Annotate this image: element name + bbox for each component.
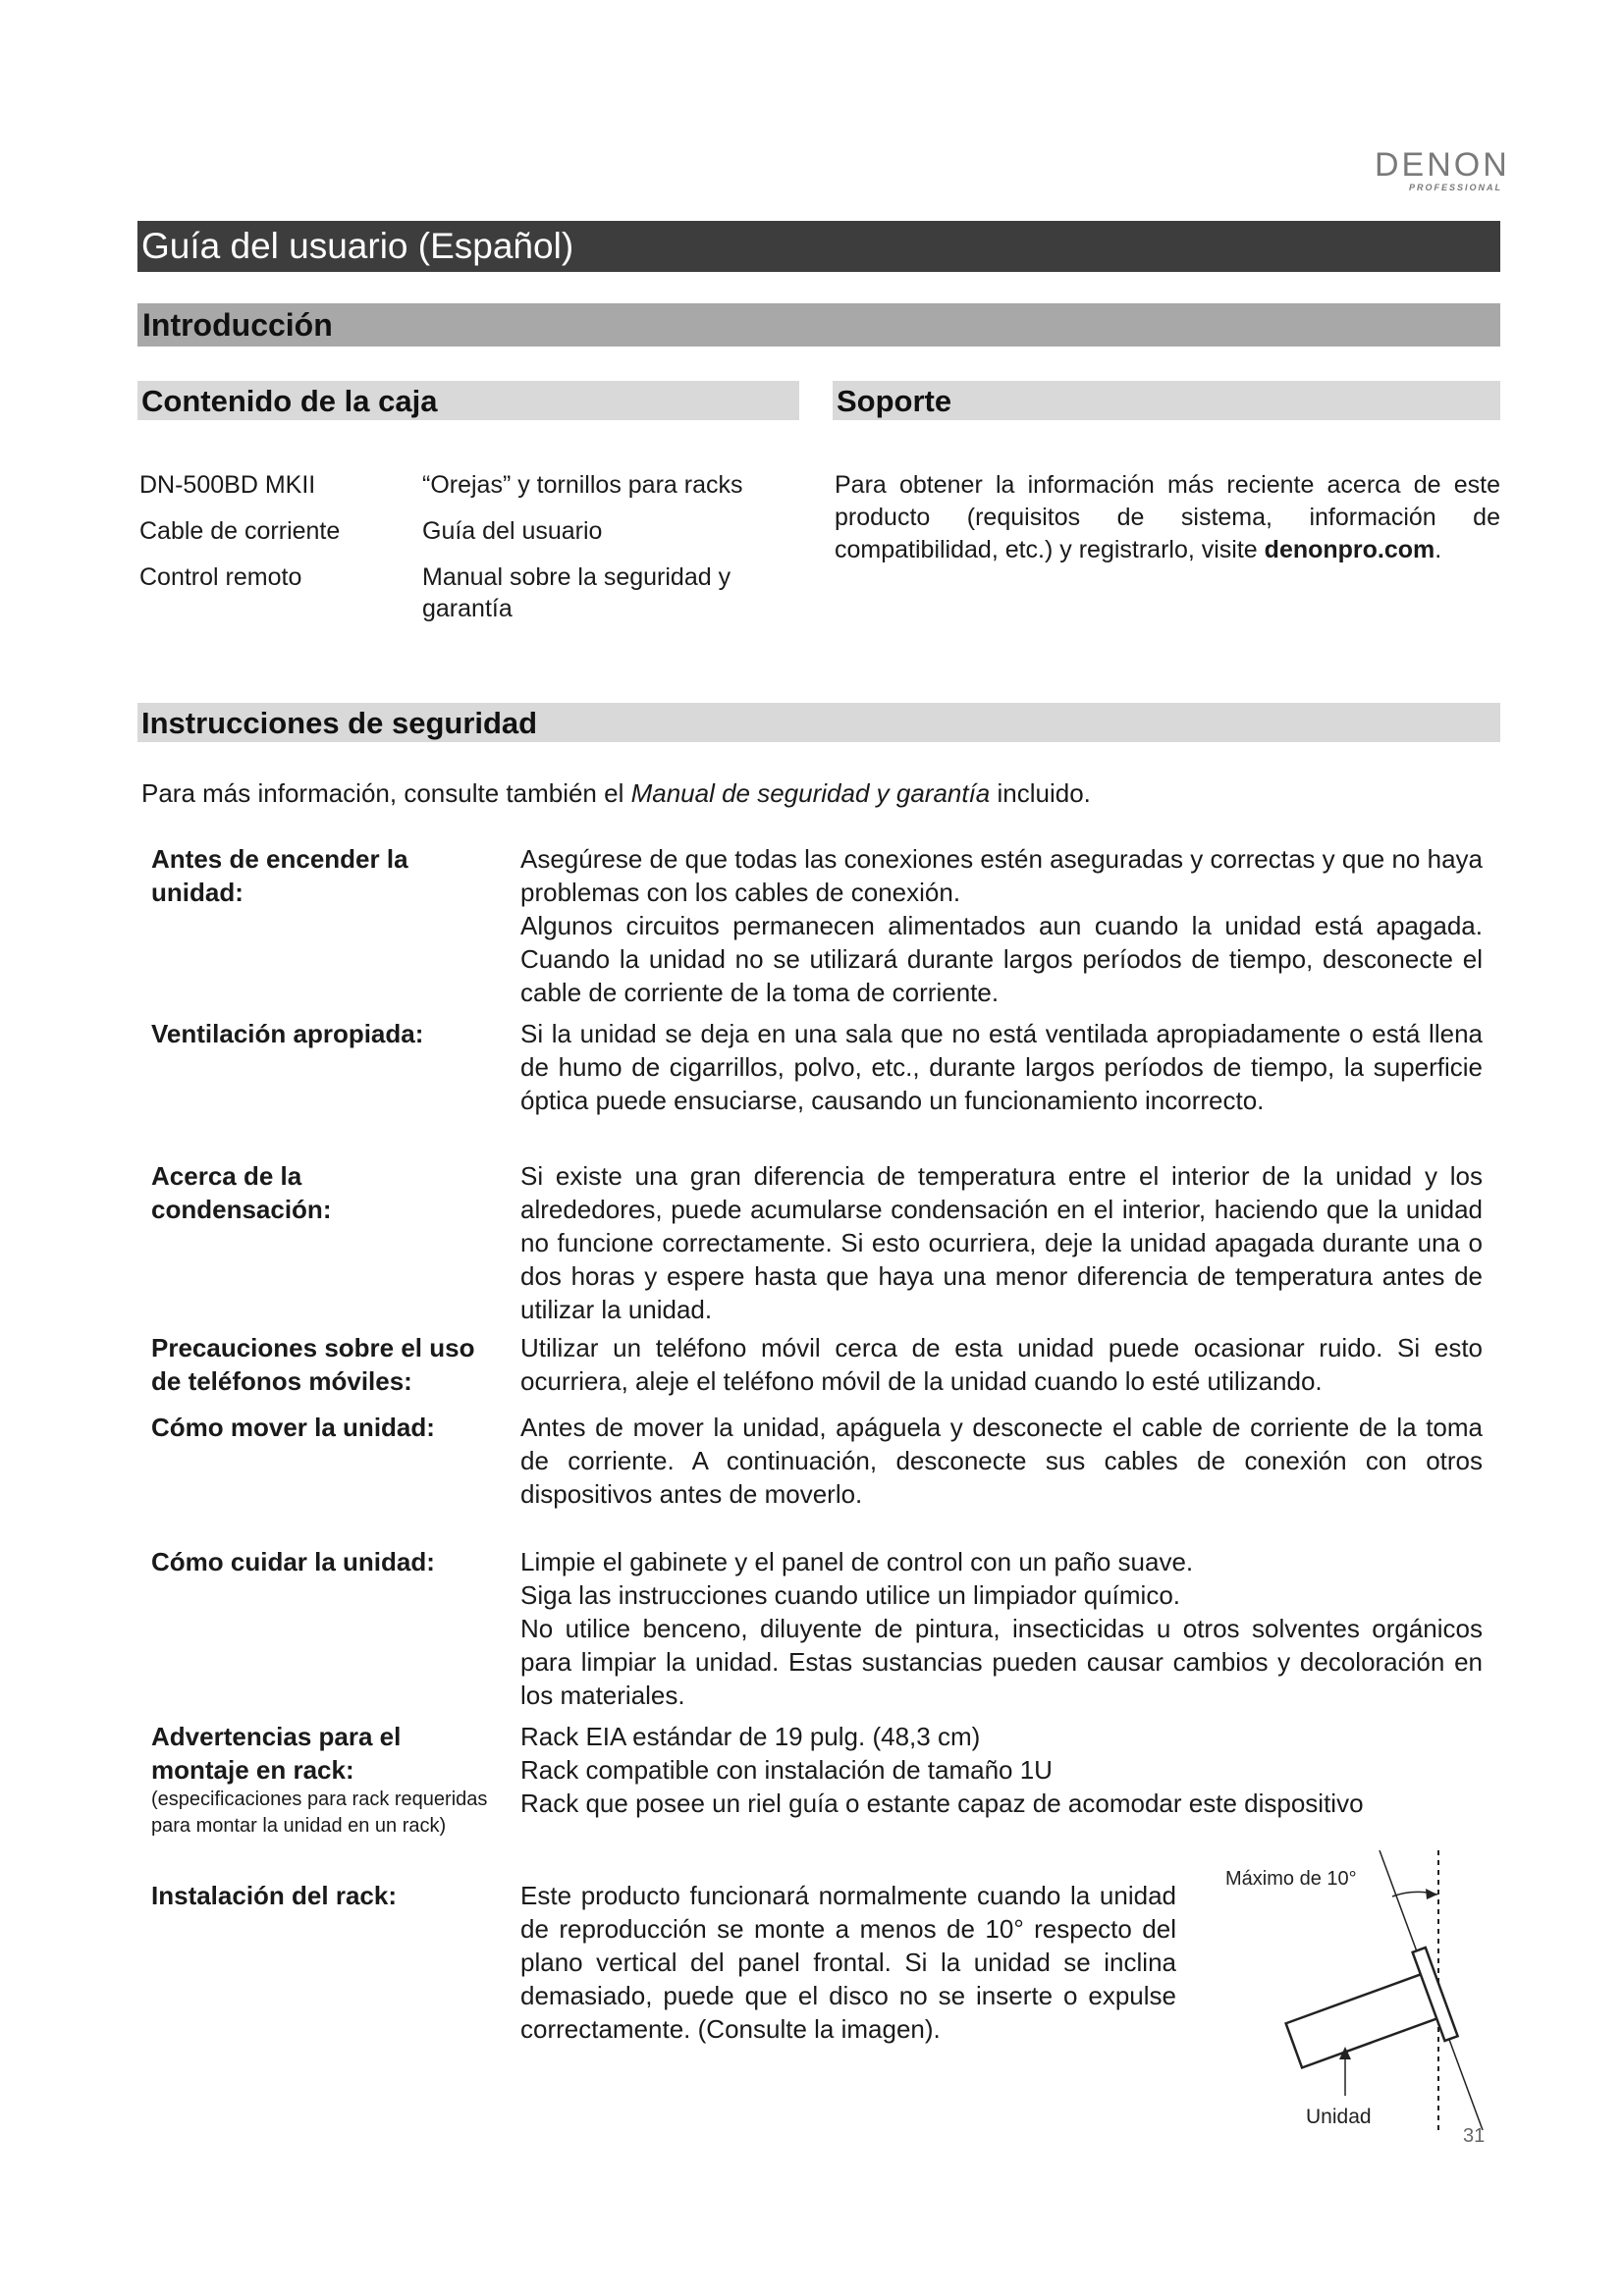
safety-paragraph: Antes de mover la unidad, apáguela y desconecte el cable de corriente de la toma de corriente. A continuación, desconecte sus cables de conexión con otros dispositivos antes de moverlo. — [520, 1413, 1483, 1509]
safety-paragraph: Rack compatible con instalación de tamaño 1U — [520, 1755, 1053, 1785]
safety-text — [520, 1159, 1483, 1326]
support-body: Para obtener la información más reciente acerca de este producto (requisitos de sistema, información de compatibilidad, etc.) y registrarlo, visite — [835, 471, 1500, 563]
support-link[interactable]: denonpro.com — [1264, 536, 1435, 563]
support-end: . — [1435, 536, 1442, 563]
intro-post: incluido. — [990, 778, 1091, 808]
safety-paragraph: Si existe una gran diferencia de temperatura entre el interior de la unidad y los alrededores, puede acumularse condensación en el interior, haciendo que la unidad no funcione correctamente. Si esto ocurriera, deje la unidad apagada durante una o dos horas y espere hasta que haya una menor diferencia de temperatura antes de utilizar la unidad. — [520, 1161, 1483, 1324]
intro-italic: Manual de seguridad y garantía — [630, 778, 991, 808]
max-angle-label: Máximo de 10° — [1225, 1868, 1357, 1890]
unit-label: Unidad — [1306, 2106, 1372, 2128]
intro-pre: Para más información, consulte también el — [141, 778, 631, 808]
safety-paragraph: Asegúrese de que todas las conexiones estén aseguradas y correctas y que no haya problemas con los cables de conexión. — [520, 844, 1483, 907]
box-list-1 — [139, 469, 405, 608]
rack-install-text: Este producto funcionará normalmente cuando la unidad de reproducción se monte a menos de 10° respecto del plano vertical del panel frontal. Si la unidad se inclina demasiado, puede que el disco no se inserte o expulse correctamente. (Consulte la imagen). — [520, 1881, 1176, 2044]
safety-label-text: Advertencias para el montaje en rack: — [151, 1722, 402, 1785]
safety-paragraph: Si la unidad se deja en una sala que no está ventilada apropiadamente o está llena de humo de cigarrillos, polvo, etc., durante largos períodos de tiempo, la superficie óptica puede ensuciarse, causando un funcionamiento incorrecto. — [520, 1019, 1483, 1115]
safety-paragraph: Limpie el gabinete y el panel de control con un paño suave. — [520, 1547, 1194, 1576]
list-item: Guía del usuario — [422, 517, 603, 545]
support-heading: Soporte — [833, 381, 1500, 420]
safety-label: Ventilación apropiada: — [151, 1019, 424, 1048]
safety-intro — [141, 777, 1091, 809]
safety-label-note: (especificaciones para rack requeridas para montar la unidad en un rack) — [151, 1789, 488, 1837]
page-title: Guía del usuario (Español) — [137, 221, 1500, 272]
safety-label: Cómo cuidar la unidad: — [151, 1547, 435, 1576]
angle-arrowhead — [1426, 1889, 1437, 1899]
box-heading: Contenido de la caja — [137, 381, 799, 420]
safety-label: Acerca de la condensación: — [151, 1161, 332, 1224]
list-item: Manual sobre la seguridad y garantía — [422, 563, 731, 622]
denon-logo — [1375, 146, 1510, 192]
safety-label: Instalación del rack: — [151, 1881, 397, 1910]
safety-text — [520, 1720, 1502, 1820]
safety-paragraph: Algunos circuitos permanecen alimentados aun cuando la unidad está apagada. Cuando la unidad no se utilizará durante largos períodos de tiempo, desconecte el cable de corriente de la toma de corriente. — [520, 911, 1483, 1007]
safety-paragraph: No utilice benceno, diluyente de pintura, insecticidas u otros solventes orgánicos para limpiar la unidad. Estas sustancias pueden causar cambios y decoloración en los materiales. — [520, 1614, 1483, 1710]
box-list-2 — [422, 469, 795, 639]
safety-text — [520, 1017, 1483, 1117]
section-heading: Introducción — [137, 303, 1500, 347]
safety-text — [520, 1545, 1483, 1712]
safety-label — [151, 1720, 505, 1840]
safety-label: Cómo mover la unidad: — [151, 1413, 435, 1442]
safety-label: Antes de encender la unidad: — [151, 844, 408, 907]
safety-paragraph: Utilizar un teléfono móvil cerca de esta unidad puede ocasionar ruido. Si esto ocurriera, aleje el teléfono móvil de la unidad cuando lo esté utilizando. — [520, 1333, 1483, 1396]
unit-shape — [1277, 1948, 1457, 2090]
safety-paragraph: Siga las instrucciones cuando utilice un limpiador químico. — [520, 1580, 1181, 1610]
safety-paragraph: Rack EIA estándar de 19 pulg. (48,3 cm) — [520, 1722, 981, 1751]
safety-text — [520, 842, 1483, 1009]
list-item: DN-500BD MKII — [139, 471, 316, 499]
list-item: Control remoto — [139, 563, 302, 591]
logo-brand: DENON — [1375, 146, 1510, 184]
safety-text — [520, 1411, 1483, 1511]
safety-text — [520, 1331, 1483, 1398]
safety-paragraph: Rack que posee un riel guía o estante capaz de acomodar este dispositivo — [520, 1789, 1364, 1818]
list-item: Cable de corriente — [139, 517, 341, 545]
rack-tilt-diagram — [1218, 1845, 1512, 2140]
list-item: “Orejas” y tornillos para racks — [422, 471, 743, 499]
support-text — [835, 469, 1500, 566]
logo-sub: PROFESSIONAL — [1408, 183, 1502, 192]
page-number: 31 — [1463, 2125, 1486, 2147]
safety-label: Precauciones sobre el uso de teléfonos móviles: — [151, 1333, 475, 1396]
safety-heading: Instrucciones de seguridad — [137, 703, 1500, 742]
